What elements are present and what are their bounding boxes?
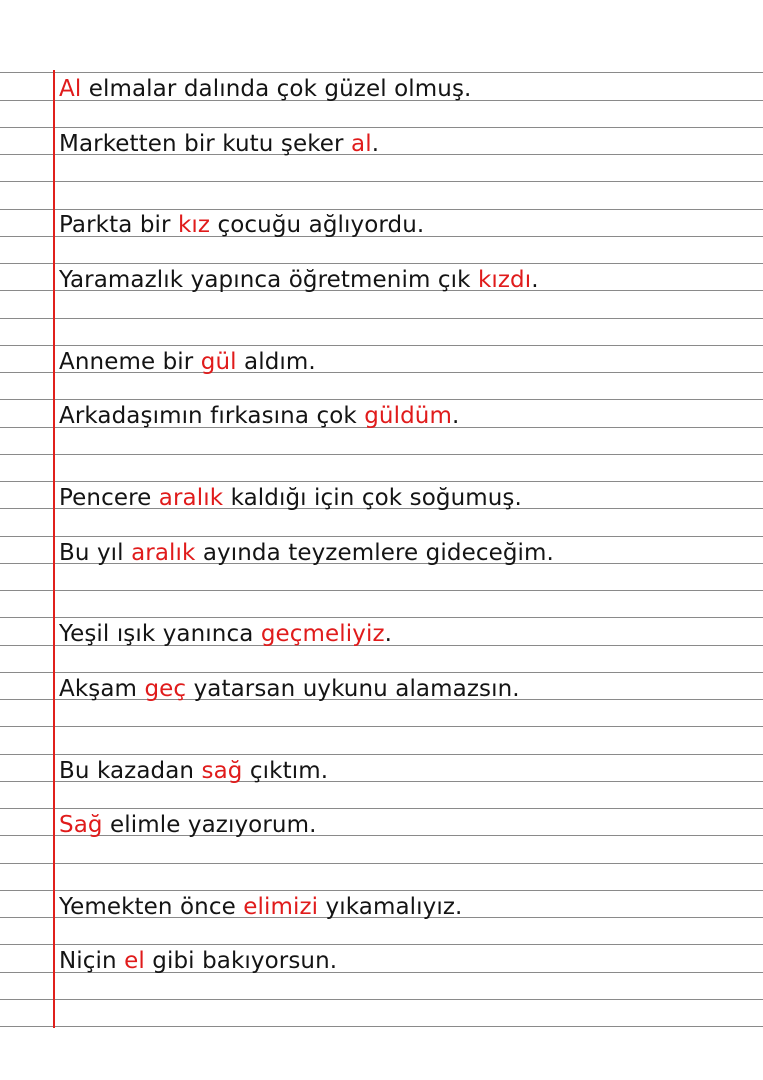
- rule-line: [0, 808, 763, 809]
- rule-line: [0, 754, 763, 755]
- margin-line: [53, 70, 55, 1028]
- sentence-text: elmalar dalında çok güzel olmuş.: [81, 76, 472, 102]
- sentence-text: yıkamalıyız.: [318, 894, 463, 920]
- rule-line: [0, 590, 763, 591]
- highlighted-word: geç: [144, 676, 187, 702]
- rule-line: [0, 999, 763, 1000]
- highlighted-word: Sağ: [59, 812, 103, 838]
- sentence-text: yatarsan uykunu alamazsın.: [186, 676, 520, 702]
- highlighted-word: kızdı: [477, 267, 532, 293]
- sentence-text: Marketten bir kutu şeker: [59, 131, 352, 157]
- sentence-8: [59, 539, 554, 567]
- sentence-text: .: [531, 267, 539, 293]
- highlighted-word: aralık: [158, 485, 224, 511]
- highlighted-word: el: [124, 948, 145, 974]
- rule-line: [0, 726, 763, 727]
- highlighted-word: al: [351, 131, 372, 157]
- sentence-text: elimle yazıyorum.: [102, 812, 317, 838]
- sentence-text: .: [451, 403, 460, 429]
- highlighted-word: geçmeliyiz: [260, 621, 385, 647]
- sentence-text: aldım.: [236, 349, 316, 375]
- sentence-text: Bu yıl: [59, 540, 132, 566]
- sentence-text: Arkadaşımın fırkasına çok: [59, 403, 365, 429]
- rule-line: [0, 72, 763, 73]
- highlighted-word: sağ: [201, 758, 243, 784]
- sentence-text: gibi bakıyorsun.: [144, 948, 338, 974]
- rule-line: [0, 944, 763, 945]
- rule-line: [0, 536, 763, 537]
- sentence-5: [59, 348, 316, 376]
- rule-line: [0, 890, 763, 891]
- sentence-text: Yeşil ışık yanınca: [59, 621, 261, 647]
- sentence-text: çıktım.: [242, 758, 329, 784]
- sentence-9: [59, 620, 392, 648]
- sentence-14: [59, 947, 337, 975]
- rule-line: [0, 209, 763, 210]
- sentence-text: Yemekten önce: [59, 894, 244, 920]
- highlighted-word: aralık: [131, 540, 196, 566]
- rule-line: [0, 481, 763, 482]
- sentence-text: Niçin: [59, 948, 125, 974]
- sentence-text: ayında teyzemlere gideceğim.: [195, 540, 554, 566]
- sentence-text: Yaramazlık yapınca öğretmenim çık: [59, 267, 478, 293]
- sentence-6: [59, 402, 459, 430]
- sentence-text: .: [371, 131, 380, 157]
- sentence-10: [59, 675, 520, 703]
- highlighted-word: elimizi: [243, 894, 319, 920]
- sentence-text: .: [384, 621, 393, 647]
- rule-line: [0, 1026, 763, 1027]
- rule-line: [0, 345, 763, 346]
- rule-line: [0, 263, 763, 264]
- sentence-3: [59, 211, 424, 239]
- sentence-1: [59, 75, 471, 103]
- sentence-text: Bu kazadan: [59, 758, 202, 784]
- sentence-text: Akşam: [59, 676, 145, 702]
- rule-line: [0, 617, 763, 618]
- rule-line: [0, 181, 763, 182]
- highlighted-word: güldüm: [364, 403, 452, 429]
- sentence-text: Anneme bir: [59, 349, 201, 375]
- sentence-text: kaldığı için çok soğumuş.: [223, 485, 522, 511]
- rule-line: [0, 454, 763, 455]
- sentence-2: [59, 130, 379, 158]
- rule-line: [0, 127, 763, 128]
- sentence-4: [59, 266, 539, 294]
- sentence-text: Pencere: [59, 485, 159, 511]
- rule-line: [0, 672, 763, 673]
- highlighted-word: Al: [59, 76, 82, 102]
- sentence-text: Parkta bir: [59, 212, 178, 238]
- rule-line: [0, 318, 763, 319]
- sentence-12: [59, 811, 317, 839]
- sentence-7: [59, 484, 522, 512]
- sentence-text: çocuğu ağlıyordu.: [210, 212, 425, 238]
- highlighted-word: gül: [200, 349, 237, 375]
- sentence-13: [59, 893, 462, 921]
- highlighted-word: kız: [178, 212, 211, 238]
- rule-line: [0, 863, 763, 864]
- sentence-11: [59, 757, 328, 785]
- rule-line: [0, 399, 763, 400]
